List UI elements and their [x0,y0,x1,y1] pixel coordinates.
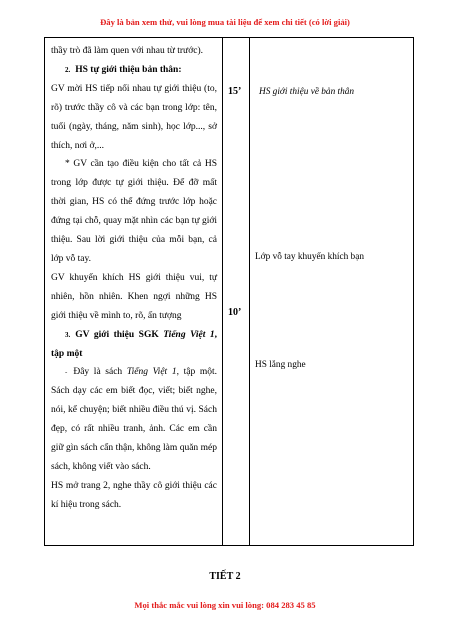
lesson-table [44,37,414,546]
text: , tập một. Sách dạy các em biết đọc, viết; biết nghe, nói, kể chuyện; biết nhiều điều thú vị. Sách đẹp, có rất nhiều tranh, ảnh. Các em cần giữ gìn sách cẩn thận, không làm quăn mép sách, không viết vào sách. [51,367,217,472]
column-divider [249,38,250,545]
student-activity: HS giới thiệu về bản thân [259,87,355,97]
section-heading-2 [51,61,217,80]
text: Đây là sách [73,367,127,378]
column-divider [222,38,223,545]
paragraph: GV khuyến khích HS giới thiệu vui, tự nhiên, hồn nhiên. Khen ngợi những HS giới thiệu về mình to, rõ, ấn tượng [51,272,217,321]
time-cell: 15’ [228,86,242,97]
heading-text: , tập một [51,329,217,359]
time-cell: 10’ [228,307,242,318]
teacher-activities-column [51,42,217,515]
section-heading-3 [51,326,217,364]
paragraph: * GV cần tạo điều kiện cho tất cả HS trong lớp được tự giới thiệu. Để đỡ mất thời gian, HS có thể đứng trước lớp hoặc đứng tại chỗ, quay mặt nhìn các bạn tự giới thiệu. Sau lời giới thiệu của mỗi bạn, cả lớp vỗ tay. [51,159,217,264]
heading-book-title: Tiếng Việt 1 [163,329,215,340]
footer-notice: Mọi thắc mắc vui lòng xin vui lòng: 084 283 45 85 [134,600,316,610]
student-activity: HS lắng nghe [255,360,306,370]
heading-number: 2. [65,65,71,74]
heading-number: 3. [65,330,71,339]
section-title: TIẾT 2 [209,571,241,582]
paragraph: HS mở trang 2, nghe thầy cô giới thiệu các kí hiệu trong sách. [51,480,217,510]
heading-text: GV giới thiệu SGK [75,329,164,340]
heading-text: HS tự giới thiệu bản thân: [75,64,182,75]
dash-marker: - [65,368,68,377]
student-activity: Lớp vỗ tay khuyến khích bạn [255,252,364,262]
paragraph [51,363,217,476]
header-notice: Đây là bản xem thử, vui lòng mua tài liệu để xem chi tiết (có lời giải) [100,17,350,27]
paragraph: GV mời HS tiếp nối nhau tự giới thiệu (to, rõ) trước thầy cô và các bạn trong lớp: tên, tuổi (ngày, tháng, năm sinh), học lớp..., sở thích, nơi ở,... [51,83,217,151]
book-title: Tiếng Việt 1 [126,367,177,378]
paragraph: thầy trò đã làm quen với nhau từ trước). [51,46,203,56]
